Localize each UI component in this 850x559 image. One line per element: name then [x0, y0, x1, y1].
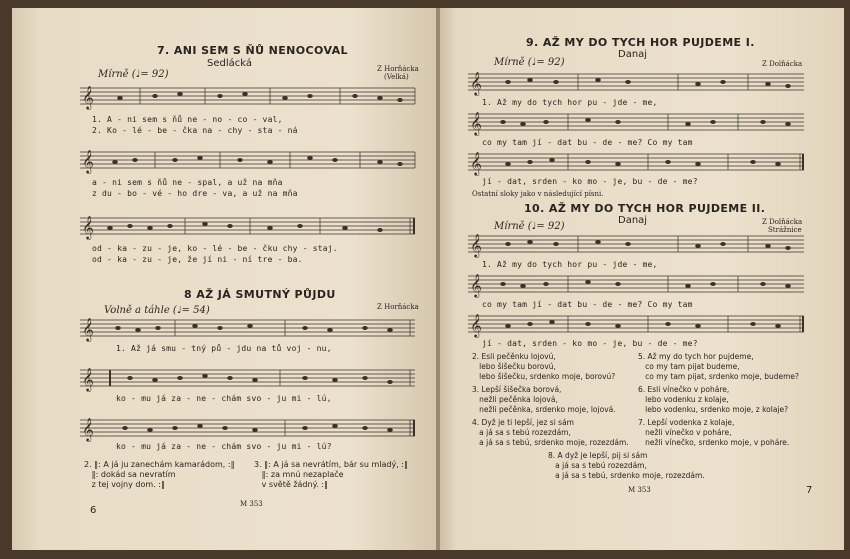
song9-tempo: Mírně (♩= 92) [494, 57, 565, 68]
left-page [12, 8, 436, 550]
song10-subtitle: Danaj [618, 215, 648, 226]
svg-text:𝄞: 𝄞 [470, 313, 482, 337]
song9-staff-3 [468, 150, 808, 176]
song9-lyric-1: 1. Až my do tych hor pu - jde - me, [482, 98, 658, 107]
song8-collector: Z Horňácka [377, 303, 419, 311]
song9-lyric-3: jí - dat, srden - ko mo - je, bu - de - me? [482, 177, 698, 186]
song7-tempo: Mírně (♩= 92) [98, 69, 169, 80]
svg-text:𝄞: 𝄞 [82, 367, 94, 391]
song7-lyric-2: 2. Ko - lé - be - čka na - chy - sta - ná [92, 126, 298, 135]
song10-staff-3 [468, 312, 808, 338]
print-mark-right: M 353 [628, 486, 651, 494]
page-number-left: 6 [90, 505, 97, 516]
song9-note: Ostatní sloky jako v následující písni. [472, 190, 604, 198]
song10-staff-2 [468, 272, 808, 298]
song7-title: 7. ANI SEM S ŇŮ NENOCOVAL [157, 44, 348, 57]
song10-lyric-2: co my tam jí - dat bu - de - me? Co my tam [482, 300, 693, 309]
svg-text:𝄞: 𝄞 [470, 273, 482, 297]
song8-staff-3 [80, 416, 425, 444]
song8-tempo: Volně a táhle (♩= 54) [104, 305, 210, 316]
song10-lyric-1: 1. Až my do tych hor pu - jde - me, [482, 260, 658, 269]
song9-staff-1 [468, 70, 808, 96]
song10-lyric-3: jí - dat, srden - ko mo - je, bu - de - me? [482, 339, 698, 348]
song7-lyric-6: od - ka - zu - je, že jí ni - ní tre - ba. [92, 255, 303, 264]
song9-title: 9. AŽ MY DO TYCH HOR PUJDEME I. [526, 36, 755, 49]
song8-lyric-3: ko - mu já za - ne - chám svo - ju mi - lú? [116, 442, 332, 451]
song7-lyric-5: od - ka - zu - je, ko - lé - be - čku chy - staj. [92, 244, 338, 253]
song10-verse-3: 3. Lepší šišečka borová, nežli pečěnka lojová, nežli pečěnka, srdenko moje, lojová. [472, 385, 616, 414]
svg-text:𝄞: 𝄞 [82, 215, 94, 239]
song8-lyric-1: 1. Až já smu - tný pů - jdu na tů voj - nu, [116, 344, 332, 353]
svg-text:𝄞: 𝄞 [470, 71, 482, 95]
song7-staff-2 [80, 148, 425, 176]
svg-text:𝄞: 𝄞 [82, 85, 94, 109]
song9-lyric-2: co my tam jí - dat bu - de - me? Co my tam [482, 138, 693, 147]
song10-verse-8: 8. A dyž je lepší, pij si sám a já sa s tebú rozezdám, a já sa s tebú, srdenko moje, rozezdám. [548, 451, 705, 480]
song8-verses-left: 2. ‖: A já ju zanechám kamarádom, :‖ ‖: dokád sa nevratím z tej vojny dom. :‖ [84, 460, 235, 489]
song10-verse-5: 5. Až my do tych hor pujdeme, co my tam pijat budeme, co my tam pijat, srdenko moje, budeme? [638, 352, 800, 381]
open-songbook [12, 8, 844, 550]
song9-collector: Z Dolňácka [762, 60, 803, 68]
song10-place: Strážnice [768, 226, 802, 234]
song10-title: 10. AŽ MY DO TYCH HOR PUJDEME II. [524, 202, 766, 215]
svg-text:𝄞: 𝄞 [82, 149, 94, 173]
song9-subtitle: Danaj [618, 49, 648, 60]
svg-text:𝄞: 𝄞 [82, 417, 94, 441]
song8-title: 8 AŽ JÁ SMUTNÝ PŮJDU [184, 288, 336, 301]
song8-staff-1 [80, 316, 425, 344]
song7-subtitle: Sedlácká [207, 58, 252, 69]
song10-verse-6: 6. Esli vínečko v poháre, lebo vodenku z kolaje, lebo vodenku, srdenko moje, z kolaje? [638, 385, 789, 414]
page-number-right: 7 [806, 485, 813, 496]
song8-lyric-2: ko - mu já za - ne - chám svo - ju mi - lú, [116, 394, 332, 403]
svg-text:𝄞: 𝄞 [82, 317, 94, 341]
song10-tempo: Mírně (♩= 92) [494, 221, 565, 232]
svg-text:𝄞: 𝄞 [470, 111, 482, 135]
song10-verse-7: 7. Lepší vodenka z kolaje, nežli vínečko v poháre, nežli vínečko, srdenko moje, v poháre. [638, 418, 790, 447]
print-mark-left: M 353 [240, 500, 263, 508]
song7-lyric-1: 1. A - ni sem s ňů ne - no - co - val, [92, 115, 283, 124]
song9-staff-2 [468, 110, 808, 136]
svg-text:𝄞: 𝄞 [470, 151, 482, 175]
song7-lyric-3: a - ni sem s ňů ne - spal, a už na mňa [92, 178, 283, 187]
song10-verse-2: 2. Esli pečěnku lojovú, lebo šišečku borovú, lebo šišečku, srdenko moje, borovú? [472, 352, 616, 381]
song8-staff-2 [80, 366, 425, 394]
song7-place: (Velká) [384, 73, 409, 81]
song10-staff-1 [468, 232, 808, 258]
right-page [440, 8, 844, 550]
song7-staff-1 [80, 84, 425, 112]
song7-lyric-4: z du - bo - vé - ho dre - va, a už na mňa [92, 189, 298, 198]
song10-verse-4: 4. Dyž je ti lepší, jez si sám a já sa s tebú rozezdám, a já sa s tebú, srdenko moje, rozezdám. [472, 418, 629, 447]
song10-collector: Z Dolňácka [762, 218, 803, 226]
song8-verses-right: 3. ‖: A já sa nevrátím, bár su mladý, :‖ ‖: za mnú nezaplače v světě žádný. :‖ [254, 460, 408, 489]
song7-staff-3 [80, 214, 425, 242]
song7-collector: Z Horňácka [377, 65, 419, 73]
svg-text:𝄞: 𝄞 [470, 233, 482, 257]
